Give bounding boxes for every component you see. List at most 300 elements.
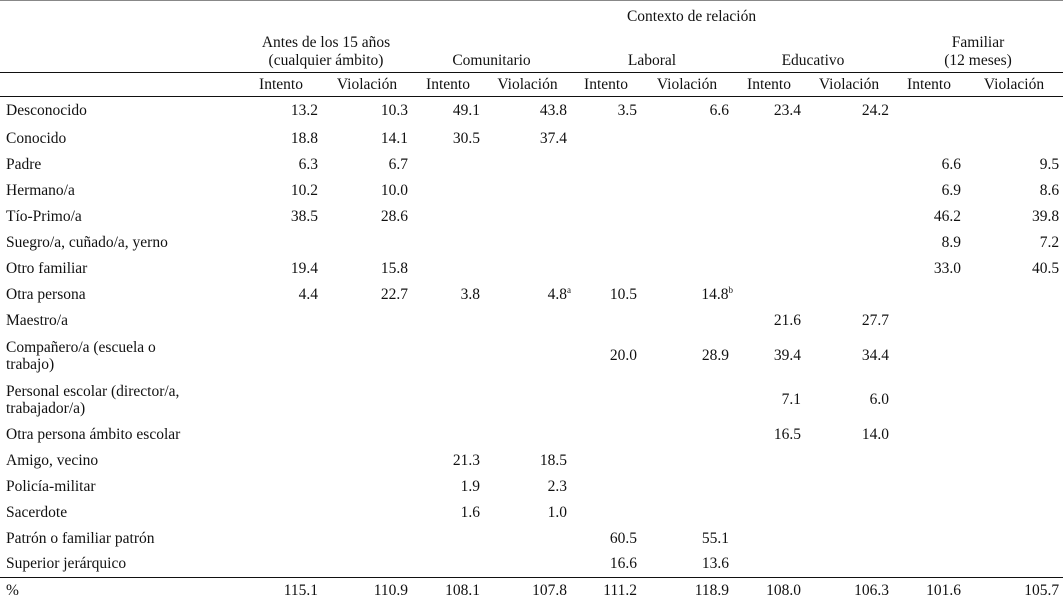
table-cell [893,256,965,282]
table-cell [733,448,805,474]
group-header-antes-line1: Antes de los 15 años [261,34,391,51]
table-cell [412,500,484,526]
table-cell [965,230,1063,256]
table-cell [805,500,893,526]
table-cell [571,152,641,178]
cell-value: 13.6 [701,555,729,573]
table-cell [240,378,322,422]
table-cell [322,97,412,126]
table-row [0,97,1063,126]
row-label: Policía-militar [6,477,96,495]
footnote-marker: a [567,284,571,295]
table-cell [412,204,484,230]
table-cell [412,282,484,308]
cell-value: 13.2 [290,102,318,120]
table-cell [240,308,322,334]
header-row-groups [0,34,1063,73]
subheader-intento: Intento [240,73,322,97]
cell-value: 38.5 [290,207,318,225]
cell-value: 1.9 [460,477,480,495]
header-row-subcolumns [0,73,1063,97]
table-cell [412,126,484,152]
table-cell [893,474,965,500]
table-cell [641,230,733,256]
table-cell [571,552,641,578]
cell-value: 1.0 [547,503,567,521]
cell-value: 39.4 [773,346,801,364]
table-cell [240,282,322,308]
cell-value: 19.4 [290,259,318,277]
table-cell [412,526,484,552]
table-cell [484,126,571,152]
table-cell [571,500,641,526]
cell-value: 28.9 [701,346,729,364]
cell-value: 16.5 [773,425,801,443]
table-cell [322,308,412,334]
cell-value: 23.4 [773,102,801,120]
table-body [0,97,1063,578]
table-cell [571,97,641,126]
table-cell [805,152,893,178]
table-cell [240,552,322,578]
header-row-context [0,0,1063,34]
table-cell [322,448,412,474]
table-cell [893,334,965,378]
table-cell [805,474,893,500]
table-cell [322,334,412,378]
table-row [0,308,1063,334]
cell-value: 27.7 [861,311,889,329]
table-row [0,126,1063,152]
table-cell [322,230,412,256]
table-cell [484,282,571,308]
table-cell [805,204,893,230]
row-label-line1: Compañero/a (escuela o [6,338,156,356]
cell-value: 2.3 [547,477,567,495]
row-label-line2: trabajo) [6,355,55,373]
table-cell [965,178,1063,204]
table-cell [322,526,412,552]
cell-value: 7.2 [1039,233,1060,251]
cell-value: 3.5 [617,102,637,120]
table-cell [965,256,1063,282]
table-cell [965,378,1063,422]
table-cell [893,308,965,334]
row-label: Suegro/a, cuñado/a, yerno [6,233,168,251]
cell-value: 1.6 [460,503,480,521]
table-cell [641,126,733,152]
table-cell [893,178,965,204]
cell-value: 10.0 [380,181,408,199]
table-cell [240,256,322,282]
row-label: Superior jerárquico [6,555,127,573]
cell-value: 18.5 [539,451,567,469]
table-cell [733,230,805,256]
table-cell [240,500,322,526]
table-cell [571,448,641,474]
cell-value: 8.9 [941,233,961,251]
table-cell [484,152,571,178]
table-cell [484,448,571,474]
table-cell [965,448,1063,474]
row-label: Amigo, vecino [6,451,99,469]
table-cell [805,126,893,152]
total-cell: 108.0 [733,578,805,604]
table-cell [641,256,733,282]
table-cell [965,422,1063,448]
table-cell [641,334,733,378]
table-cell [641,500,733,526]
total-cell: 107.8 [484,578,571,604]
cell-value: 14.1 [380,129,408,147]
table-cell [412,256,484,282]
table-cell [322,500,412,526]
row-label-line2: trabajador/a) [6,399,86,417]
group-header-antes [262,34,390,69]
table-cell [641,552,733,578]
table-cell [733,97,805,126]
table-cell [322,378,412,422]
row-label [0,378,240,422]
table-cell [805,378,893,422]
table-cell [641,178,733,204]
cell-value: 15.8 [380,259,408,277]
table-cell [805,308,893,334]
row-label: Conocido [6,129,67,147]
table-cell [893,378,965,422]
table-cell [484,256,571,282]
table-row [0,334,1063,378]
table-cell [733,282,805,308]
table-cell [412,552,484,578]
row-label: Tío-Primo/a [6,207,82,225]
total-row [0,578,1063,604]
table-cell [240,126,322,152]
table-cell [805,552,893,578]
table-cell [641,152,733,178]
table-cell [322,256,412,282]
row-label: Sacerdote [6,503,68,521]
table-cell [412,334,484,378]
table-cell [965,152,1063,178]
table-cell [641,308,733,334]
total-cell: 118.9 [641,578,733,604]
table-cell [322,152,412,178]
subheader-intento: Intento [412,73,484,97]
cell-value: 9.5 [1039,155,1060,173]
table-cell [322,178,412,204]
table-row [0,474,1063,500]
table-cell [893,152,965,178]
cell-value: 49.1 [452,102,480,120]
table-cell [893,204,965,230]
table-cell [322,422,412,448]
footnote-marker: b [728,284,733,295]
table-cell [412,230,484,256]
table-cell [240,448,322,474]
cell-value: 33.0 [933,259,961,277]
table-cell [805,422,893,448]
table-cell [484,422,571,448]
table-cell [484,204,571,230]
table-cell [733,526,805,552]
table-cell [484,97,571,126]
total-cell: 108.1 [412,578,484,604]
table-row [0,500,1063,526]
row-label: Padre [6,155,42,173]
subheader-intento: Intento [571,73,641,97]
table-cell [571,256,641,282]
table-cell [641,282,733,308]
cell-value: 18.8 [290,129,318,147]
cell-value: 14.8 [701,285,729,303]
cell-value: 3.8 [460,285,480,303]
table-cell [571,204,641,230]
row-label: Desconocido [6,102,87,120]
row-label: Otro familiar [6,259,88,277]
table-cell [484,378,571,422]
table-cell [240,230,322,256]
group-header-comunitario: Comunitario [452,52,531,69]
table-cell [484,308,571,334]
group-header-familiar-line1: Familiar [951,34,1005,51]
cell-value: 6.0 [869,390,889,408]
cell-value: 30.5 [452,129,480,147]
subheader-violacion: Violación [641,73,733,97]
table-cell [412,378,484,422]
table-cell [412,152,484,178]
table-cell [965,204,1063,230]
table-cell [965,334,1063,378]
table-cell [733,178,805,204]
subheader-intento: Intento [733,73,805,97]
row-label: Otra persona [6,285,86,303]
table-cell [571,178,641,204]
table-row [0,448,1063,474]
table-cell [893,422,965,448]
cell-value: 14.0 [861,425,889,443]
cell-value: 6.6 [709,102,729,120]
table-cell [484,526,571,552]
table-cell [412,178,484,204]
cell-value: 7.1 [781,390,801,408]
table-cell [893,500,965,526]
table-cell [240,204,322,230]
cell-value: 60.5 [609,529,637,547]
subheader-violacion: Violación [965,73,1063,97]
table-cell [641,204,733,230]
table-cell [240,97,322,126]
table-cell [412,448,484,474]
table-cell [733,422,805,448]
cell-value: 21.3 [452,451,480,469]
subheader-violacion: Violación [322,73,412,97]
cell-value: 4.4 [298,285,318,303]
cell-value: 28.6 [380,207,408,225]
table-row [0,178,1063,204]
table-cell [733,204,805,230]
table-cell [805,97,893,126]
table-cell [893,282,965,308]
cell-value: 20.0 [609,346,637,364]
table-cell [965,282,1063,308]
cell-value: 37.4 [539,129,567,147]
table-cell [893,448,965,474]
cell-value: 46.2 [933,207,961,225]
group-header-familiar [944,34,1012,69]
table-cell [484,474,571,500]
table-cell [571,422,641,448]
total-cell: 110.9 [322,578,412,604]
row-label: Patrón o familiar patrón [6,529,155,547]
table-cell [322,282,412,308]
total-cell: 106.3 [805,578,893,604]
cell-value: 4.8 [547,285,567,303]
cell-value: 40.5 [1031,259,1060,277]
table-row [0,378,1063,422]
table-cell [571,334,641,378]
table-cell [571,282,641,308]
cell-value: 6.7 [388,155,408,173]
group-header-laboral: Laboral [627,52,677,69]
subheader-violacion: Violación [805,73,893,97]
table-cell [641,422,733,448]
table-cell [893,552,965,578]
row-label-line1: Personal escolar (director/a, [6,382,180,400]
table-cell [322,204,412,230]
table-cell [805,256,893,282]
table-cell [412,474,484,500]
table-cell [412,422,484,448]
row-label: Maestro/a [6,311,68,329]
group-header-antes-line2: (cualquier ámbito) [268,52,384,69]
table-row [0,552,1063,578]
cell-value: 6.3 [298,155,318,173]
table-cell [805,334,893,378]
table-cell [733,126,805,152]
table-cell [733,334,805,378]
table-cell [733,474,805,500]
table-cell [322,552,412,578]
table-cell [965,526,1063,552]
table-row [0,204,1063,230]
total-label: % [0,578,240,604]
table-cell [733,308,805,334]
table-cell [484,500,571,526]
table-cell [733,552,805,578]
table-cell [412,97,484,126]
row-label: Hermano/a [6,181,75,199]
cell-value: 55.1 [701,529,729,547]
table-cell [733,256,805,282]
table-cell [571,230,641,256]
table-cell [965,474,1063,500]
cell-value: 10.3 [380,102,408,120]
context-header: Contexto de relación [626,8,757,25]
cell-value: 22.7 [380,285,408,303]
cell-value: 34.4 [861,346,889,364]
table-cell [240,526,322,552]
table-cell [805,230,893,256]
table-cell [733,500,805,526]
group-header-familiar-line2: (12 meses) [944,52,1012,69]
total-cell: 101.6 [893,578,965,604]
table-cell [571,526,641,552]
table-cell [240,178,322,204]
table-cell [965,126,1063,152]
table-cell [484,552,571,578]
table-cell [805,448,893,474]
subheader-intento: Intento [893,73,965,97]
table-cell [571,474,641,500]
table-cell [240,474,322,500]
table-cell [571,126,641,152]
table-cell [733,152,805,178]
table-cell [805,526,893,552]
table-cell [641,448,733,474]
table-cell [240,334,322,378]
cell-value: 6.6 [941,155,961,173]
table-cell [805,178,893,204]
row-label [0,334,240,378]
table-cell [322,126,412,152]
table-row [0,526,1063,552]
table-cell [641,526,733,552]
cell-value: 10.5 [609,285,637,303]
cell-value: 8.6 [1039,181,1060,199]
table-row [0,230,1063,256]
total-cell: 115.1 [240,578,322,604]
cell-value: 21.6 [773,311,801,329]
table-cell [484,230,571,256]
table-cell [893,126,965,152]
table-cell [484,178,571,204]
table-cell [805,282,893,308]
subheader-violacion: Violación [484,73,571,97]
table-row [0,256,1063,282]
table-cell [965,500,1063,526]
cell-value: 16.6 [609,555,637,573]
table-cell [893,230,965,256]
table-cell [641,378,733,422]
table-cell [965,552,1063,578]
cell-value: 6.9 [941,181,961,199]
table-row [0,282,1063,308]
table-row [0,152,1063,178]
table-row [0,422,1063,448]
total-cell: 111.2 [571,578,641,604]
total-cell: 105.7 [965,578,1063,604]
cell-value: 24.2 [861,102,889,120]
group-header-educativo: Educativo [781,52,845,69]
cell-value: 10.2 [290,181,318,199]
table-cell [893,526,965,552]
row-label: Otra persona ámbito escolar [6,425,181,443]
cell-value: 39.8 [1031,207,1060,225]
table-cell [571,378,641,422]
table-cell [965,97,1063,126]
table-cell [240,152,322,178]
table-cell [641,474,733,500]
table-cell [733,378,805,422]
table-cell [412,308,484,334]
table-cell [484,334,571,378]
table-cell [965,308,1063,334]
table-cell [893,97,965,126]
table-cell [322,474,412,500]
table-cell [641,97,733,126]
table-cell [571,308,641,334]
